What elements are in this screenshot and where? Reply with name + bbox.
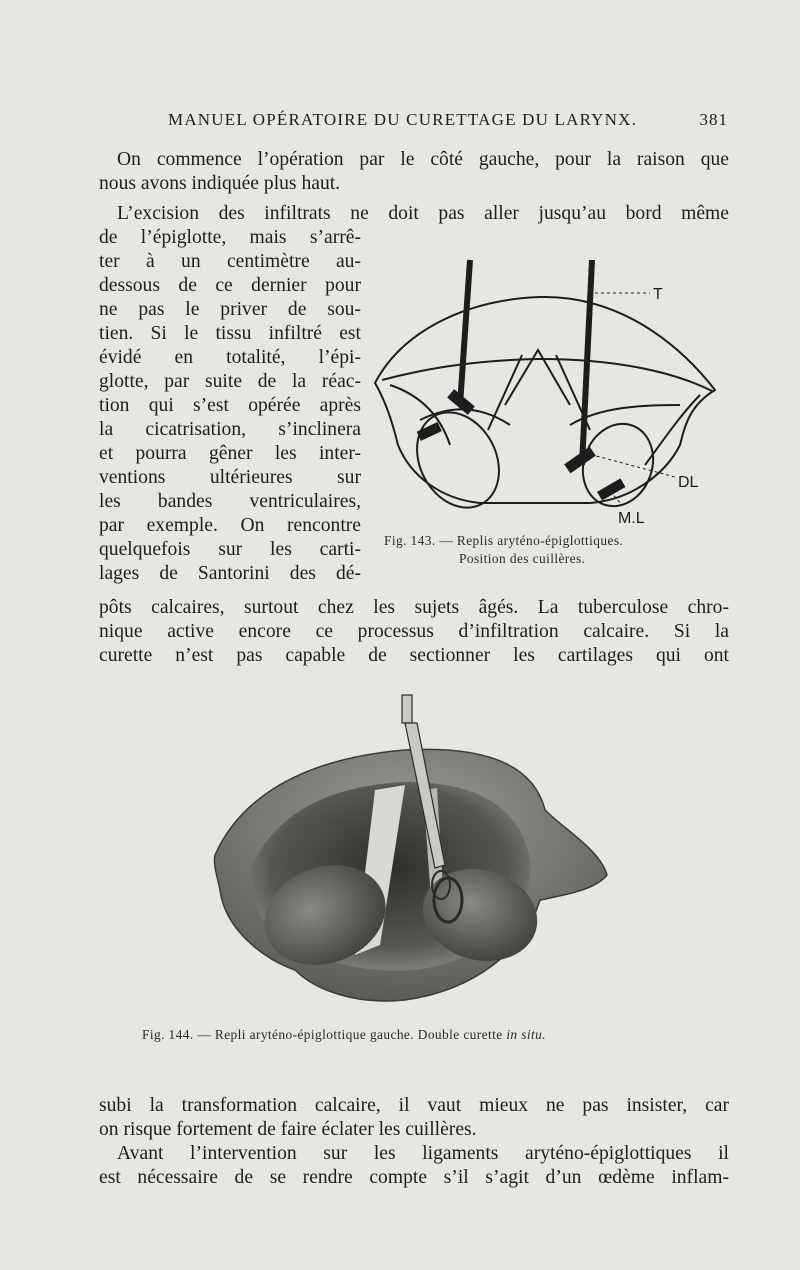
text-line: glotte, par suite de la réac- <box>99 371 361 392</box>
text-line: dessous de ce dernier pour <box>99 275 361 296</box>
fig143-caption-line1: Fig. 143. — Replis aryténo-épiglottiques. <box>384 533 624 548</box>
label-ml: M.L <box>618 510 645 527</box>
text-line: tion qui s’est opérée après <box>99 395 361 416</box>
running-header <box>168 110 728 130</box>
text-line: nique active encore ce processus d’infiltration calcaire. Si la <box>99 621 729 642</box>
text-line: ter à un centimètre au- <box>99 251 361 272</box>
text-line: Avant l’intervention sur les ligaments aryténo-épiglottiques il <box>117 1143 729 1164</box>
text-line: ventions ultérieures sur <box>99 467 361 488</box>
text-line: tien. Si le tissu infiltré est <box>99 323 361 344</box>
text-line: ne pas le priver de sou- <box>99 299 361 320</box>
text-line: est nécessaire de se rendre compte s’il s’agit d’un œdème inflam- <box>99 1167 729 1188</box>
running-title: MANUEL OPÉRATOIRE DU CURETTAGE DU LARYNX. <box>168 110 638 129</box>
fig144-caption-text: Fig. 144. — Repli aryténo-épiglottique gauche. Double curette <box>142 1027 507 1042</box>
text-line: la cicatrisation, s’inclinera <box>99 419 361 440</box>
fig143-caption-line2: Position des cuillères. <box>459 551 586 566</box>
fig144-caption-italic: in situ. <box>506 1027 546 1042</box>
text-line: L’excision des infiltrats ne doit pas aller jusqu’au bord même <box>117 203 729 224</box>
text-line: On commence l’opération par le côté gauche, pour la raison que <box>117 149 729 170</box>
text-line: on risque fortement de faire éclater les cuillères. <box>99 1119 477 1140</box>
text-line: pôts calcaires, surtout chez les sujets âgés. La tuberculose chro- <box>99 597 729 618</box>
text-line: les bandes ventriculaires, <box>99 491 361 512</box>
text-line: par exemple. On rencontre <box>99 515 361 536</box>
text-line: évidé en totalité, l’épi- <box>99 347 361 368</box>
text-line: quelquefois sur les carti- <box>99 539 361 560</box>
text-line: et pourra gêner les inter- <box>99 443 361 464</box>
figure-143-diagram <box>360 255 730 530</box>
text-line: lages de Santorini des dé- <box>99 563 361 584</box>
figure-144-illustration <box>205 690 615 1020</box>
text-line: subi la transformation calcaire, il vaut mieux ne pas insister, car <box>99 1095 729 1116</box>
label-t: T <box>653 286 663 303</box>
label-dl: DL <box>678 474 699 491</box>
text-line: nous avons indiquée plus haut. <box>99 173 341 194</box>
text-line: curette n’est pas capable de sectionner les cartilages qui ont <box>99 645 729 666</box>
text-line: de l’épiglotte, mais s’arrê- <box>99 227 361 248</box>
page-number: 381 <box>699 110 728 129</box>
fig144-caption <box>142 1027 546 1043</box>
